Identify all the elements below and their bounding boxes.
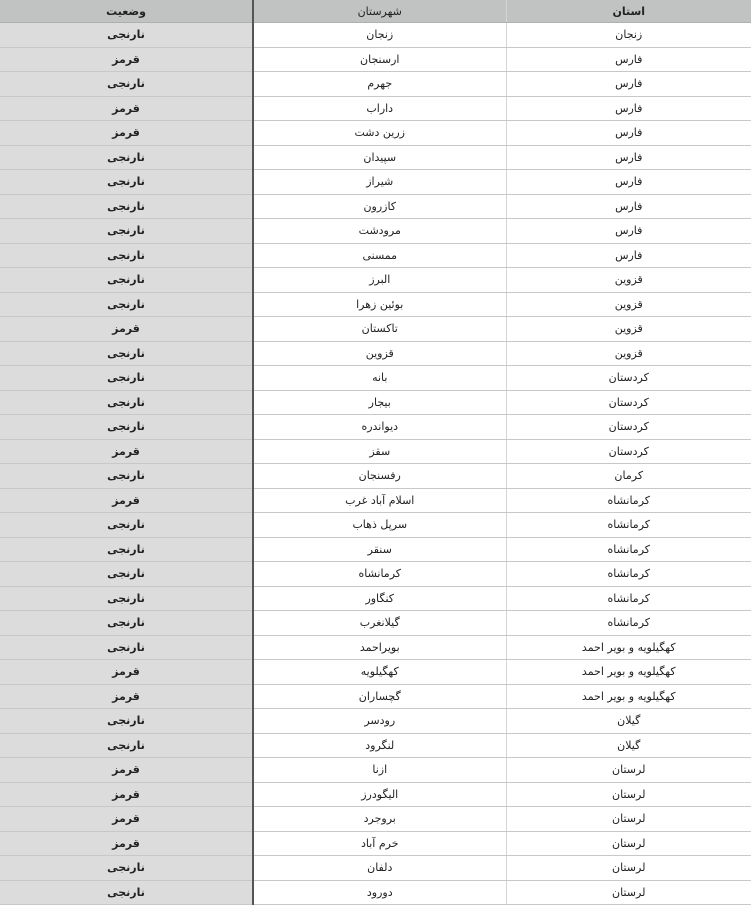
- cell-status: نارنجی: [0, 292, 253, 317]
- cell-city: داراب: [253, 96, 506, 121]
- cell-city: رفسنجان: [253, 464, 506, 489]
- table-row: [0, 439, 751, 464]
- table-row: [0, 684, 751, 709]
- cell-city: گیلانغرب: [253, 611, 506, 636]
- cell-province: قزوین: [506, 268, 751, 293]
- cell-status: قرمز: [0, 96, 253, 121]
- cell-status: قرمز: [0, 807, 253, 832]
- cell-city: کازرون: [253, 194, 506, 219]
- table-row: [0, 635, 751, 660]
- table-row: [0, 880, 751, 905]
- cell-city: زرین دشت: [253, 121, 506, 146]
- cell-status: نارنجی: [0, 366, 253, 391]
- cell-province: فارس: [506, 121, 751, 146]
- cell-province: زنجان: [506, 23, 751, 48]
- cell-status: قرمز: [0, 317, 253, 342]
- cell-province: گیلان: [506, 709, 751, 734]
- cell-city: جهرم: [253, 72, 506, 97]
- table-row: [0, 831, 751, 856]
- cell-status: نارنجی: [0, 72, 253, 97]
- table-row: [0, 96, 751, 121]
- cell-status: نارنجی: [0, 537, 253, 562]
- table-row: [0, 513, 751, 538]
- cell-city: قزوین: [253, 341, 506, 366]
- table-row: [0, 782, 751, 807]
- cell-city: تاکستان: [253, 317, 506, 342]
- table-row: [0, 145, 751, 170]
- cell-city: زنجان: [253, 23, 506, 48]
- cell-province: فارس: [506, 219, 751, 244]
- cell-status: نارنجی: [0, 145, 253, 170]
- cell-status: نارنجی: [0, 170, 253, 195]
- cell-city: بویراحمد: [253, 635, 506, 660]
- cell-city: ازنا: [253, 758, 506, 783]
- cell-province: کردستان: [506, 439, 751, 464]
- cell-status: قرمز: [0, 831, 253, 856]
- header-province: استان: [506, 0, 751, 23]
- cell-province: قزوین: [506, 317, 751, 342]
- cell-city: ممسنی: [253, 243, 506, 268]
- table-row: [0, 47, 751, 72]
- cell-status: قرمز: [0, 488, 253, 513]
- cell-city: کهگیلویه: [253, 660, 506, 685]
- cell-city: کرمانشاه: [253, 562, 506, 587]
- cell-status: قرمز: [0, 439, 253, 464]
- cell-province: قزوین: [506, 341, 751, 366]
- cell-status: نارنجی: [0, 513, 253, 538]
- cell-province: لرستان: [506, 880, 751, 905]
- cell-city: بیجار: [253, 390, 506, 415]
- table-row: [0, 488, 751, 513]
- table-row: [0, 317, 751, 342]
- cell-city: مرودشت: [253, 219, 506, 244]
- table-row: [0, 72, 751, 97]
- cell-status: نارنجی: [0, 611, 253, 636]
- cell-province: کرمانشاه: [506, 488, 751, 513]
- cell-province: فارس: [506, 170, 751, 195]
- cell-province: فارس: [506, 96, 751, 121]
- cell-province: فارس: [506, 243, 751, 268]
- cell-status: نارنجی: [0, 341, 253, 366]
- cell-status: نارنجی: [0, 243, 253, 268]
- cell-city: اسلام آباد غرب: [253, 488, 506, 513]
- cell-city: البرز: [253, 268, 506, 293]
- cell-city: الیگودرز: [253, 782, 506, 807]
- table-row: [0, 366, 751, 391]
- cell-province: قزوین: [506, 292, 751, 317]
- table-row: [0, 341, 751, 366]
- cell-province: کرمانشاه: [506, 586, 751, 611]
- table-row: [0, 292, 751, 317]
- cell-province: لرستان: [506, 758, 751, 783]
- cell-city: دلفان: [253, 856, 506, 881]
- cell-status: نارنجی: [0, 23, 253, 48]
- table-row: [0, 586, 751, 611]
- table-row: [0, 709, 751, 734]
- table-row: [0, 219, 751, 244]
- cell-status: نارنجی: [0, 415, 253, 440]
- cell-city: شیراز: [253, 170, 506, 195]
- cell-status: نارنجی: [0, 464, 253, 489]
- cell-province: کهگیلویه و بویر احمد: [506, 660, 751, 685]
- cell-province: کردستان: [506, 415, 751, 440]
- cell-province: کردستان: [506, 366, 751, 391]
- cell-status: نارنجی: [0, 586, 253, 611]
- table-row: [0, 390, 751, 415]
- cell-province: فارس: [506, 194, 751, 219]
- table-body: [0, 23, 751, 905]
- cell-province: فارس: [506, 145, 751, 170]
- cell-city: لنگرود: [253, 733, 506, 758]
- cell-province: فارس: [506, 72, 751, 97]
- cell-province: لرستان: [506, 856, 751, 881]
- table-row: [0, 464, 751, 489]
- cell-province: لرستان: [506, 807, 751, 832]
- table-row: [0, 268, 751, 293]
- cell-province: کرمانشاه: [506, 562, 751, 587]
- cell-city: بوئین زهرا: [253, 292, 506, 317]
- cell-city: بروجرد: [253, 807, 506, 832]
- cell-status: نارنجی: [0, 194, 253, 219]
- cell-status: قرمز: [0, 47, 253, 72]
- cell-province: کرمانشاه: [506, 537, 751, 562]
- cell-province: کهگیلویه و بویر احمد: [506, 684, 751, 709]
- cell-province: کردستان: [506, 390, 751, 415]
- cell-status: قرمز: [0, 121, 253, 146]
- cell-status: قرمز: [0, 782, 253, 807]
- table-row: [0, 660, 751, 685]
- table-row: [0, 415, 751, 440]
- cell-province: لرستان: [506, 782, 751, 807]
- table-row: [0, 562, 751, 587]
- cell-province: کهگیلویه و بویر احمد: [506, 635, 751, 660]
- table-row: [0, 194, 751, 219]
- cell-status: نارنجی: [0, 562, 253, 587]
- table-row: [0, 121, 751, 146]
- cell-status: نارنجی: [0, 880, 253, 905]
- header-city: شهرستان: [253, 0, 506, 23]
- cell-status: نارنجی: [0, 733, 253, 758]
- cell-status: نارنجی: [0, 856, 253, 881]
- table-row: [0, 758, 751, 783]
- cell-province: فارس: [506, 47, 751, 72]
- cell-city: سرپل ذهاب: [253, 513, 506, 538]
- cell-status: قرمز: [0, 684, 253, 709]
- header-status: وضعیت: [0, 0, 253, 23]
- header-row: [0, 0, 751, 23]
- table-row: [0, 23, 751, 48]
- cell-city: رودسر: [253, 709, 506, 734]
- cell-status: نارنجی: [0, 219, 253, 244]
- cell-province: کرمان: [506, 464, 751, 489]
- table-row: [0, 537, 751, 562]
- cell-province: لرستان: [506, 831, 751, 856]
- cell-province: کرمانشاه: [506, 611, 751, 636]
- cell-city: سقز: [253, 439, 506, 464]
- table-row: [0, 856, 751, 881]
- cell-city: ارسنجان: [253, 47, 506, 72]
- cell-province: کرمانشاه: [506, 513, 751, 538]
- table-row: [0, 807, 751, 832]
- cell-city: کنگاور: [253, 586, 506, 611]
- cell-city: سنقر: [253, 537, 506, 562]
- cell-status: نارنجی: [0, 635, 253, 660]
- table-row: [0, 733, 751, 758]
- cell-city: دیواندره: [253, 415, 506, 440]
- cell-city: خرم آباد: [253, 831, 506, 856]
- cell-city: گچساران: [253, 684, 506, 709]
- table-row: [0, 170, 751, 195]
- table-row: [0, 611, 751, 636]
- cell-status: نارنجی: [0, 709, 253, 734]
- cell-status: قرمز: [0, 758, 253, 783]
- cell-city: دورود: [253, 880, 506, 905]
- table-row: [0, 243, 751, 268]
- cell-status: نارنجی: [0, 268, 253, 293]
- cell-city: بانه: [253, 366, 506, 391]
- cell-status: قرمز: [0, 660, 253, 685]
- cell-status: نارنجی: [0, 390, 253, 415]
- cell-province: گیلان: [506, 733, 751, 758]
- cell-city: سپیدان: [253, 145, 506, 170]
